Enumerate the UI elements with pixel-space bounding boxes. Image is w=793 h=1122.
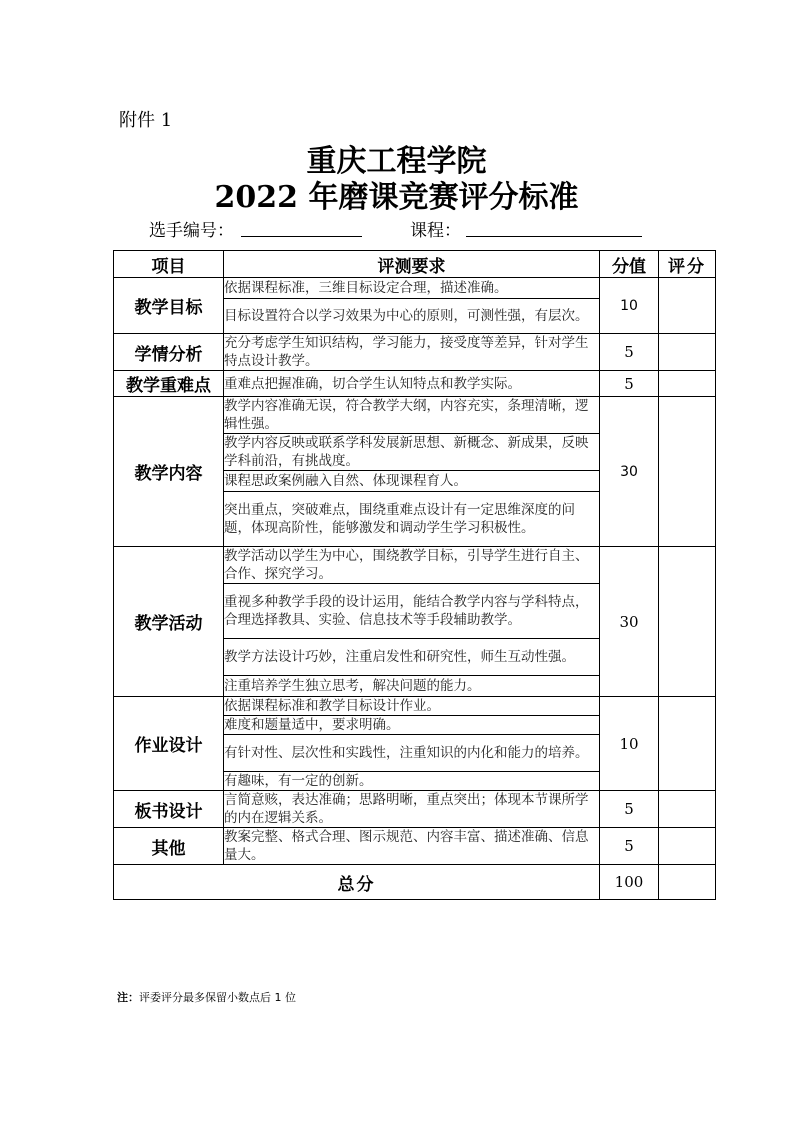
category-name: 教学活动 [114,547,224,697]
score-cell[interactable] [659,278,716,334]
requirement-text: 目标设置符合以学习效果为中心的原则，可测性强，有层次。 [224,299,600,334]
requirement-text: 突出重点，突破难点，围绕重难点设计有一定思维深度的问题，体现高阶性，能够激发和调动学生学习积极性。 [224,492,600,547]
requirement-text: 充分考虑学生知识结构，学习能力，接受度等差异，针对学生特点设计教学。 [224,334,600,371]
table-row [114,791,716,828]
table-row [114,697,716,716]
points-value: 5 [600,791,659,828]
points-value: 30 [600,397,659,547]
category-name: 作业设计 [114,697,224,791]
table-row [114,397,716,434]
course-label: 课程： [410,221,461,241]
score-cell[interactable] [659,371,716,397]
attachment-label: 附件 1 [119,110,173,131]
category-name: 学情分析 [114,334,224,371]
requirement-text: 教学方法设计巧妙，注重启发性和研究性，师生互动性强。 [224,639,600,676]
category-name: 教学目标 [114,278,224,334]
table-row [114,828,716,865]
points-value: 5 [600,828,659,865]
total-score-cell[interactable] [659,865,716,900]
footnote-text: 评委评分最多保留小数点后 1 位 [139,991,296,1004]
contestant-number-label: 选手编号： [149,221,234,241]
points-value: 10 [600,697,659,791]
points-value: 10 [600,278,659,334]
table-row [114,334,716,371]
category-name: 教学重难点 [114,371,224,397]
score-cell[interactable] [659,697,716,791]
requirement-text: 课程思政案例融入自然、体现课程育人。 [224,471,600,492]
score-cell[interactable] [659,334,716,371]
requirement-text: 言简意赅，表达准确；思路明晰，重点突出；体现本节课所学的内在逻辑关系。 [224,791,600,828]
header-points: 分值 [600,251,659,278]
header-score: 评分 [659,251,716,278]
requirement-text: 依据课程标准，三维目标设定合理，描述准确。 [224,278,600,299]
score-cell[interactable] [659,791,716,828]
header-requirements: 评测要求 [224,251,600,278]
table-row [114,278,716,299]
requirement-text: 难度和题量适中，要求明确。 [224,716,600,735]
total-label: 总分 [114,865,600,900]
course-field[interactable] [466,236,642,237]
category-name: 教学内容 [114,397,224,547]
info-fill-row [0,216,793,242]
points-value: 5 [600,334,659,371]
requirement-text: 重视多种教学手段的设计运用，能结合教学内容与学科特点，合理选择教具、实验、信息技术等手段辅助教学。 [224,584,600,639]
page-title: 重庆工程学院 [306,144,487,179]
requirement-text: 教学活动以学生为中心，围绕教学目标，引导学生进行自主、合作、探究学习。 [224,547,600,584]
header-row [114,251,716,278]
scoring-table [113,250,716,900]
score-cell[interactable] [659,828,716,865]
requirement-text: 教学内容准确无误，符合教学大纲，内容充实，条理清晰，逻辑性强。 [224,397,600,434]
requirement-text: 有针对性、层次性和实践性，注重知识的内化和能力的培养。 [224,735,600,772]
points-value: 5 [600,371,659,397]
footnote [117,989,296,1005]
score-cell[interactable] [659,397,716,547]
requirement-text: 重难点把握准确，切合学生认知特点和教学实际。 [224,371,600,397]
table-row [114,547,716,584]
category-name: 板书设计 [114,791,224,828]
score-cell[interactable] [659,547,716,697]
footnote-prefix: 注： [117,991,139,1004]
contestant-number-field[interactable] [241,236,362,237]
header-item: 项目 [114,251,224,278]
category-name: 其他 [114,828,224,865]
requirement-text: 注重培养学生独立思考，解决问题的能力。 [224,676,600,697]
total-row [114,865,716,900]
requirement-text: 教学内容反映或联系学科发展新思想、新概念、新成果，反映学科前沿，有挑战度。 [224,434,600,471]
requirement-text: 有趣味，有一定的创新。 [224,772,600,791]
points-value: 30 [600,547,659,697]
table-row [114,371,716,397]
total-points: 100 [600,865,659,900]
page-subtitle: 2022 年磨课竞赛评分标准 [214,180,579,215]
requirement-text: 教案完整、格式合理、图示规范、内容丰富、描述准确、信息量大。 [224,828,600,865]
requirement-text: 依据课程标准和教学目标设计作业。 [224,697,600,716]
